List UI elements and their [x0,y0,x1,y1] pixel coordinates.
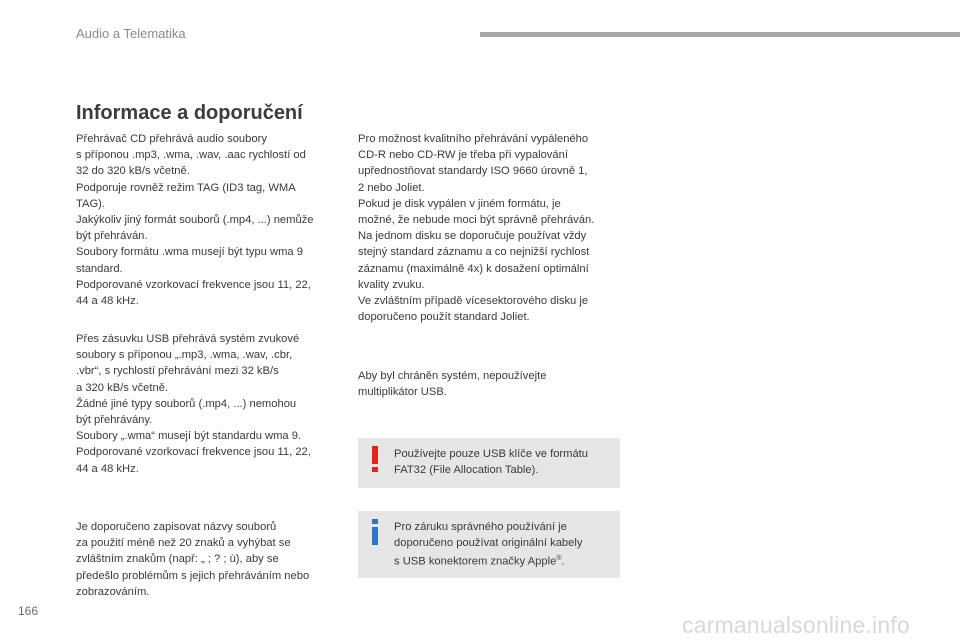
text-line: Pro možnost kvalitního přehrávání vypáleného [358,133,589,145]
text-line: 44 a 48 kHz. [76,295,139,308]
cd-formats-paragraph [76,131,314,309]
section-title: Audio a Telematika [76,26,186,41]
info-box [358,511,620,578]
text-fragment: s USB konektorem značky Apple [394,556,557,569]
page-heading: Informace a doporučení [76,102,303,124]
text-line: Ve zvláštním případě vícesektorového disku je [358,295,589,308]
text-line: Používejte pouze USB klíče ve formátu [394,448,589,460]
text-line: možné, že nebude moci být správně přehráván. [358,214,595,227]
text-line: soubory s příponou „.mp3, .wma, .wav, .cbr, [76,349,293,362]
text-line: zobrazováním. [76,585,150,598]
text-line: Podporované vzorkovací frekvence jsou 11, 22, [76,278,311,291]
text-line: Pokud je disk vypálen v jiném formátu, je [358,197,561,210]
text-line: stejný standard záznamu a co nejnižší rychlost [358,246,590,259]
text-line: být přehrávány. [76,414,153,427]
text-line: Pro záruku správného používání je [394,521,567,533]
exclamation-icon [371,446,379,472]
warning-text [394,446,588,478]
text-line: s příponou .mp3, .wma, .wav, .aac rychlostí od [76,149,306,162]
usb-hub-paragraph [358,368,546,400]
text-line: Podporuje rovněž režim TAG (ID3 tag, WMA [76,181,296,194]
text-line: standard. [76,262,123,275]
filename-advice-paragraph [76,519,309,600]
text-line: předešlo problémům s jejich přehráváním nebo [76,569,310,582]
text-line: doporučeno používat originální kabely [394,537,583,550]
text-line: Přes zásuvku USB přehrává systém zvukové [76,333,300,345]
info-icon [371,519,379,545]
text-line: Podporované vzorkovací frekvence jsou 11, 22, [76,446,311,459]
page-number: 166 [18,604,39,618]
text-line: Žádné jiné typy souborů (.mp4, ...) nemohou [76,397,297,410]
text-line: Je doporučeno zapisovat názvy souborů [76,521,277,533]
text-line: 44 a 48 kHz. [76,462,139,475]
text-line [394,551,582,570]
header-divider-bar [480,32,960,37]
text-line: záznamu (maximálně 4x) k dosažení optimální [358,262,589,275]
text-line: Na jednom disku se doporučuje používat vždy [358,230,587,243]
text-line: upřednostňovat standardy ISO 9660 úrovně 1, [358,165,588,178]
text-line: CD-R nebo CD-RW je třeba při vypalování [358,149,568,162]
text-line: být přehráván. [76,230,148,243]
registered-mark: ® [556,555,562,563]
info-text [394,519,582,570]
end-punctuation: . [561,556,565,569]
warning-box [358,438,620,488]
text-line: Soubory „.wma“ musejí být standardu wma 9. [76,430,302,443]
text-line: doporučeno použít standard Joliet. [358,311,530,324]
cd-burning-paragraph [358,131,594,325]
text-line: za použití méně než 20 znaků a vyhýbat se [76,537,291,550]
text-line: FAT32 (File Allocation Table). [394,464,539,477]
text-line: Přehrávač CD přehrává audio soubory [76,133,267,145]
text-line: TAG). [76,197,106,210]
text-line: 32 do 320 kB/s včetně. [76,165,190,178]
text-line: multiplikátor USB. [358,386,447,399]
watermark: carmanualsonline.info [682,612,910,638]
text-line: Soubory formátu .wma musejí být typu wma 9 [76,246,303,259]
text-line: zvláštním znakům (např: „ ; ? ; ù), aby se [76,553,279,566]
text-line: kvality zvuku. [358,278,425,291]
text-line: 2 nebo Joliet. [358,181,425,194]
text-line: .vbr“, s rychlostí přehrávání mezi 32 kB/s [76,365,279,378]
text-line: Aby byl chráněn systém, nepoužívejte [358,370,547,382]
text-line: Jakýkoliv jiný formát souborů (.mp4, ...) nemůže [76,214,314,227]
usb-formats-paragraph [76,331,311,477]
text-line: a 320 kB/s včetně. [76,381,169,394]
